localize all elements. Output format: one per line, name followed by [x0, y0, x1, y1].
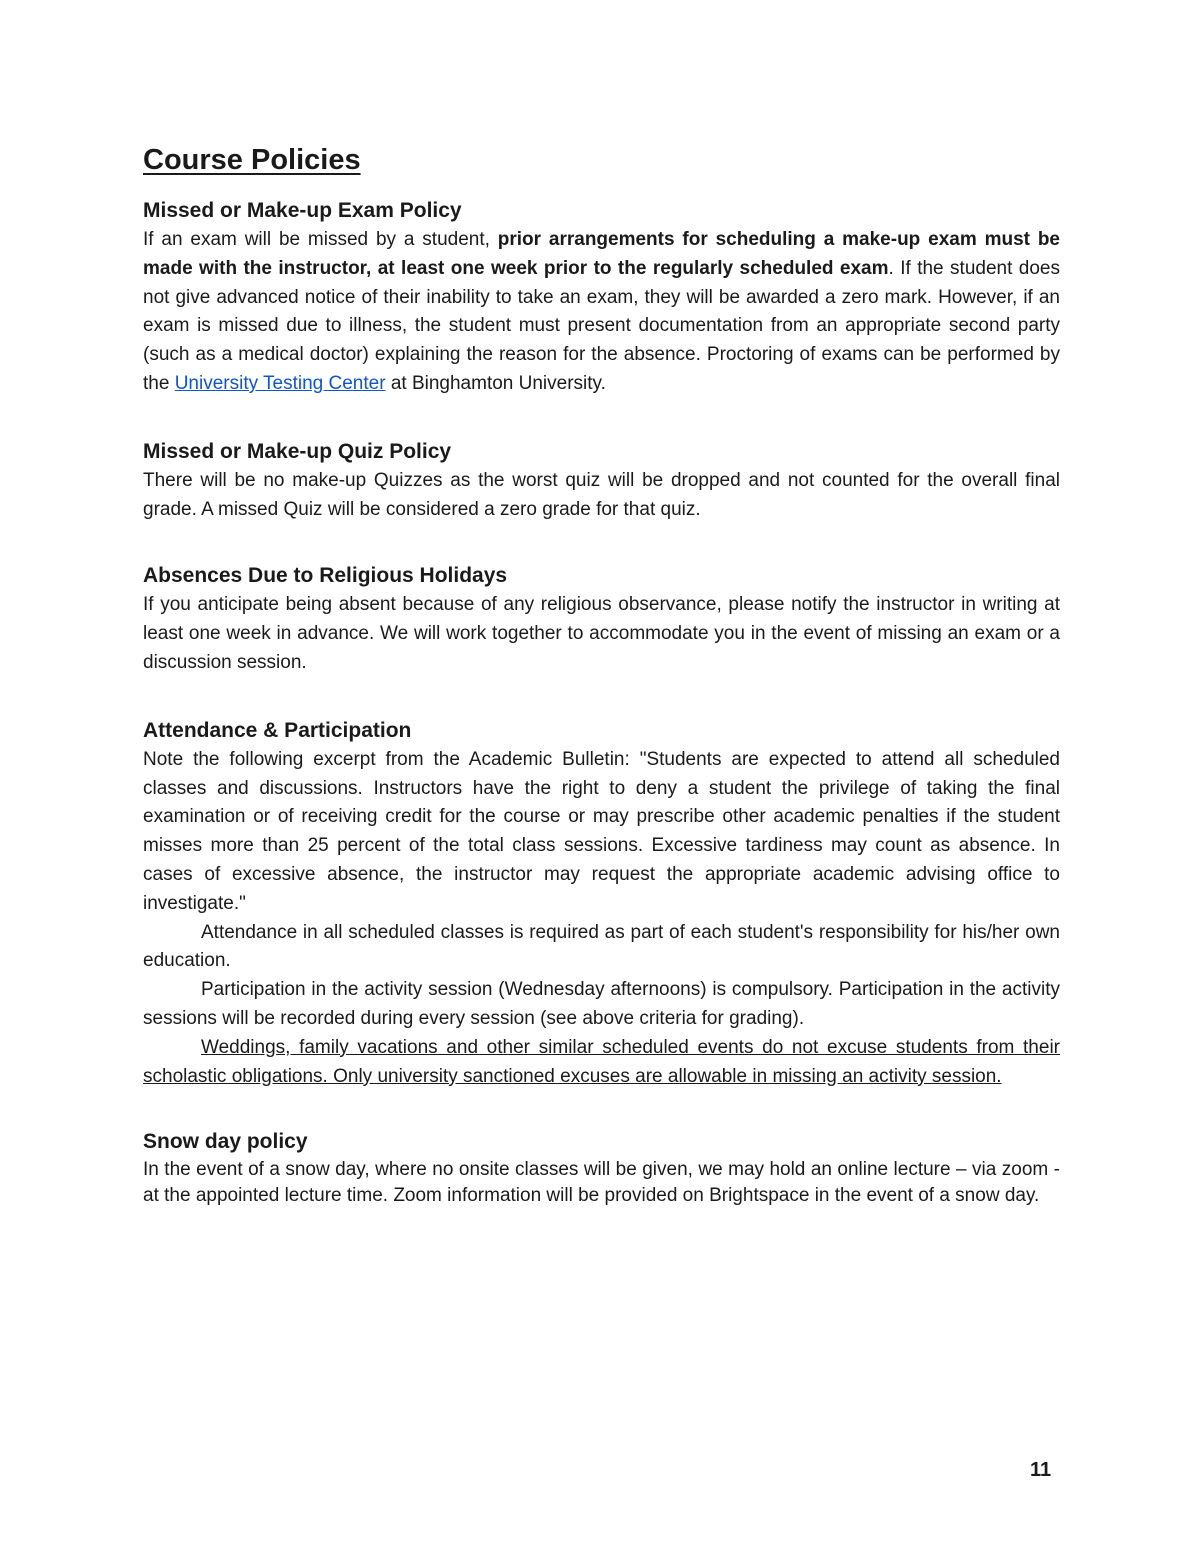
exam-policy-paragraph — [143, 226, 1060, 399]
section-attendance — [143, 716, 1060, 1092]
excuses-underlined-text: Weddings, family vacations and other similar scheduled events do not excuse students from their scholastic obligations. Only university sanctioned excuses are allowable in missing an activity session. — [143, 1036, 1060, 1087]
page-title: Course Policies — [143, 144, 361, 176]
exam-text-bold: prior arrangements for scheduling a make-up exam must be made with the instructor, at least one week prior to the regularly scheduled exam — [143, 229, 1060, 279]
attendance-required-paragraph: Attendance in all scheduled classes is required as part of each student's responsibility for his/her own education. — [143, 921, 1060, 972]
university-testing-center-link[interactable]: University Testing Center — [174, 372, 386, 394]
section-heading-attendance: Attendance & Participation — [143, 718, 412, 742]
section-heading-exam: Missed or Make-up Exam Policy — [143, 199, 462, 222]
section-religious-holidays — [143, 561, 1060, 677]
section-snow-day — [143, 1127, 1060, 1209]
section-heading-quiz: Missed or Make-up Quiz Policy — [143, 439, 452, 463]
section-exam-policy — [143, 196, 1060, 399]
excuses-paragraph — [143, 1034, 1060, 1092]
exam-text-intro: If an exam will be missed by a student, — [143, 229, 498, 250]
attendance-bulletin-paragraph: Note the following excerpt from the Academic Bulletin: "Students are expected to attend all scheduled classes and discussions. Instructors have the right to deny a student the privilege of taking the final examination or of receiving credit for the course or may prescribe other academic penalties if the student misses more than 25 percent of the total class sessions. Excessive tardiness may count as absence. In cases of excessive absence, the instructor may request the appropriate academic advising office to investigate." — [143, 748, 1060, 914]
section-heading-religious: Absences Due to Religious Holidays — [143, 564, 508, 588]
section-quiz-policy — [143, 437, 1060, 525]
document-page — [143, 140, 1060, 1209]
quiz-policy-paragraph: There will be no make-up Quizzes as the worst quiz will be dropped and not counted for the overall final grade. A missed Quiz will be considered a zero grade for that quiz. — [143, 469, 1060, 520]
participation-paragraph: Participation in the activity session (Wednesday afternoons) is compulsory. Participation in the activity sessions will be recorded during every session (see above criteria for grading). — [143, 979, 1060, 1029]
exam-text-end: at Binghamton University. — [385, 372, 606, 394]
snow-day-paragraph: In the event of a snow day, where no onsite classes will be given, we may hold an online lecture – via zoom - at the appointed lecture time. Zoom information will be provided on Brightspace in the event of a snow day. — [143, 1159, 1060, 1207]
religious-holidays-paragraph: If you anticipate being absent because of any religious observance, please notify the instructor in writing at least one week in advance. We will work together to accommodate you in the event of missing an exam or a discussion session. — [143, 594, 1060, 673]
exam-text-body: . If the student does not give advanced notice of their inability to take an exam, they will be awarded a zero mark. However, if an exam is missed due to illness, the student must present documentation from an appropriate second party (such as a medical doctor) explaining the reason for the absence. Proctoring of exams can be performed by the — [143, 257, 1060, 394]
page-number: 11 — [1030, 1459, 1052, 1481]
section-heading-snow: Snow day policy — [143, 1130, 308, 1154]
